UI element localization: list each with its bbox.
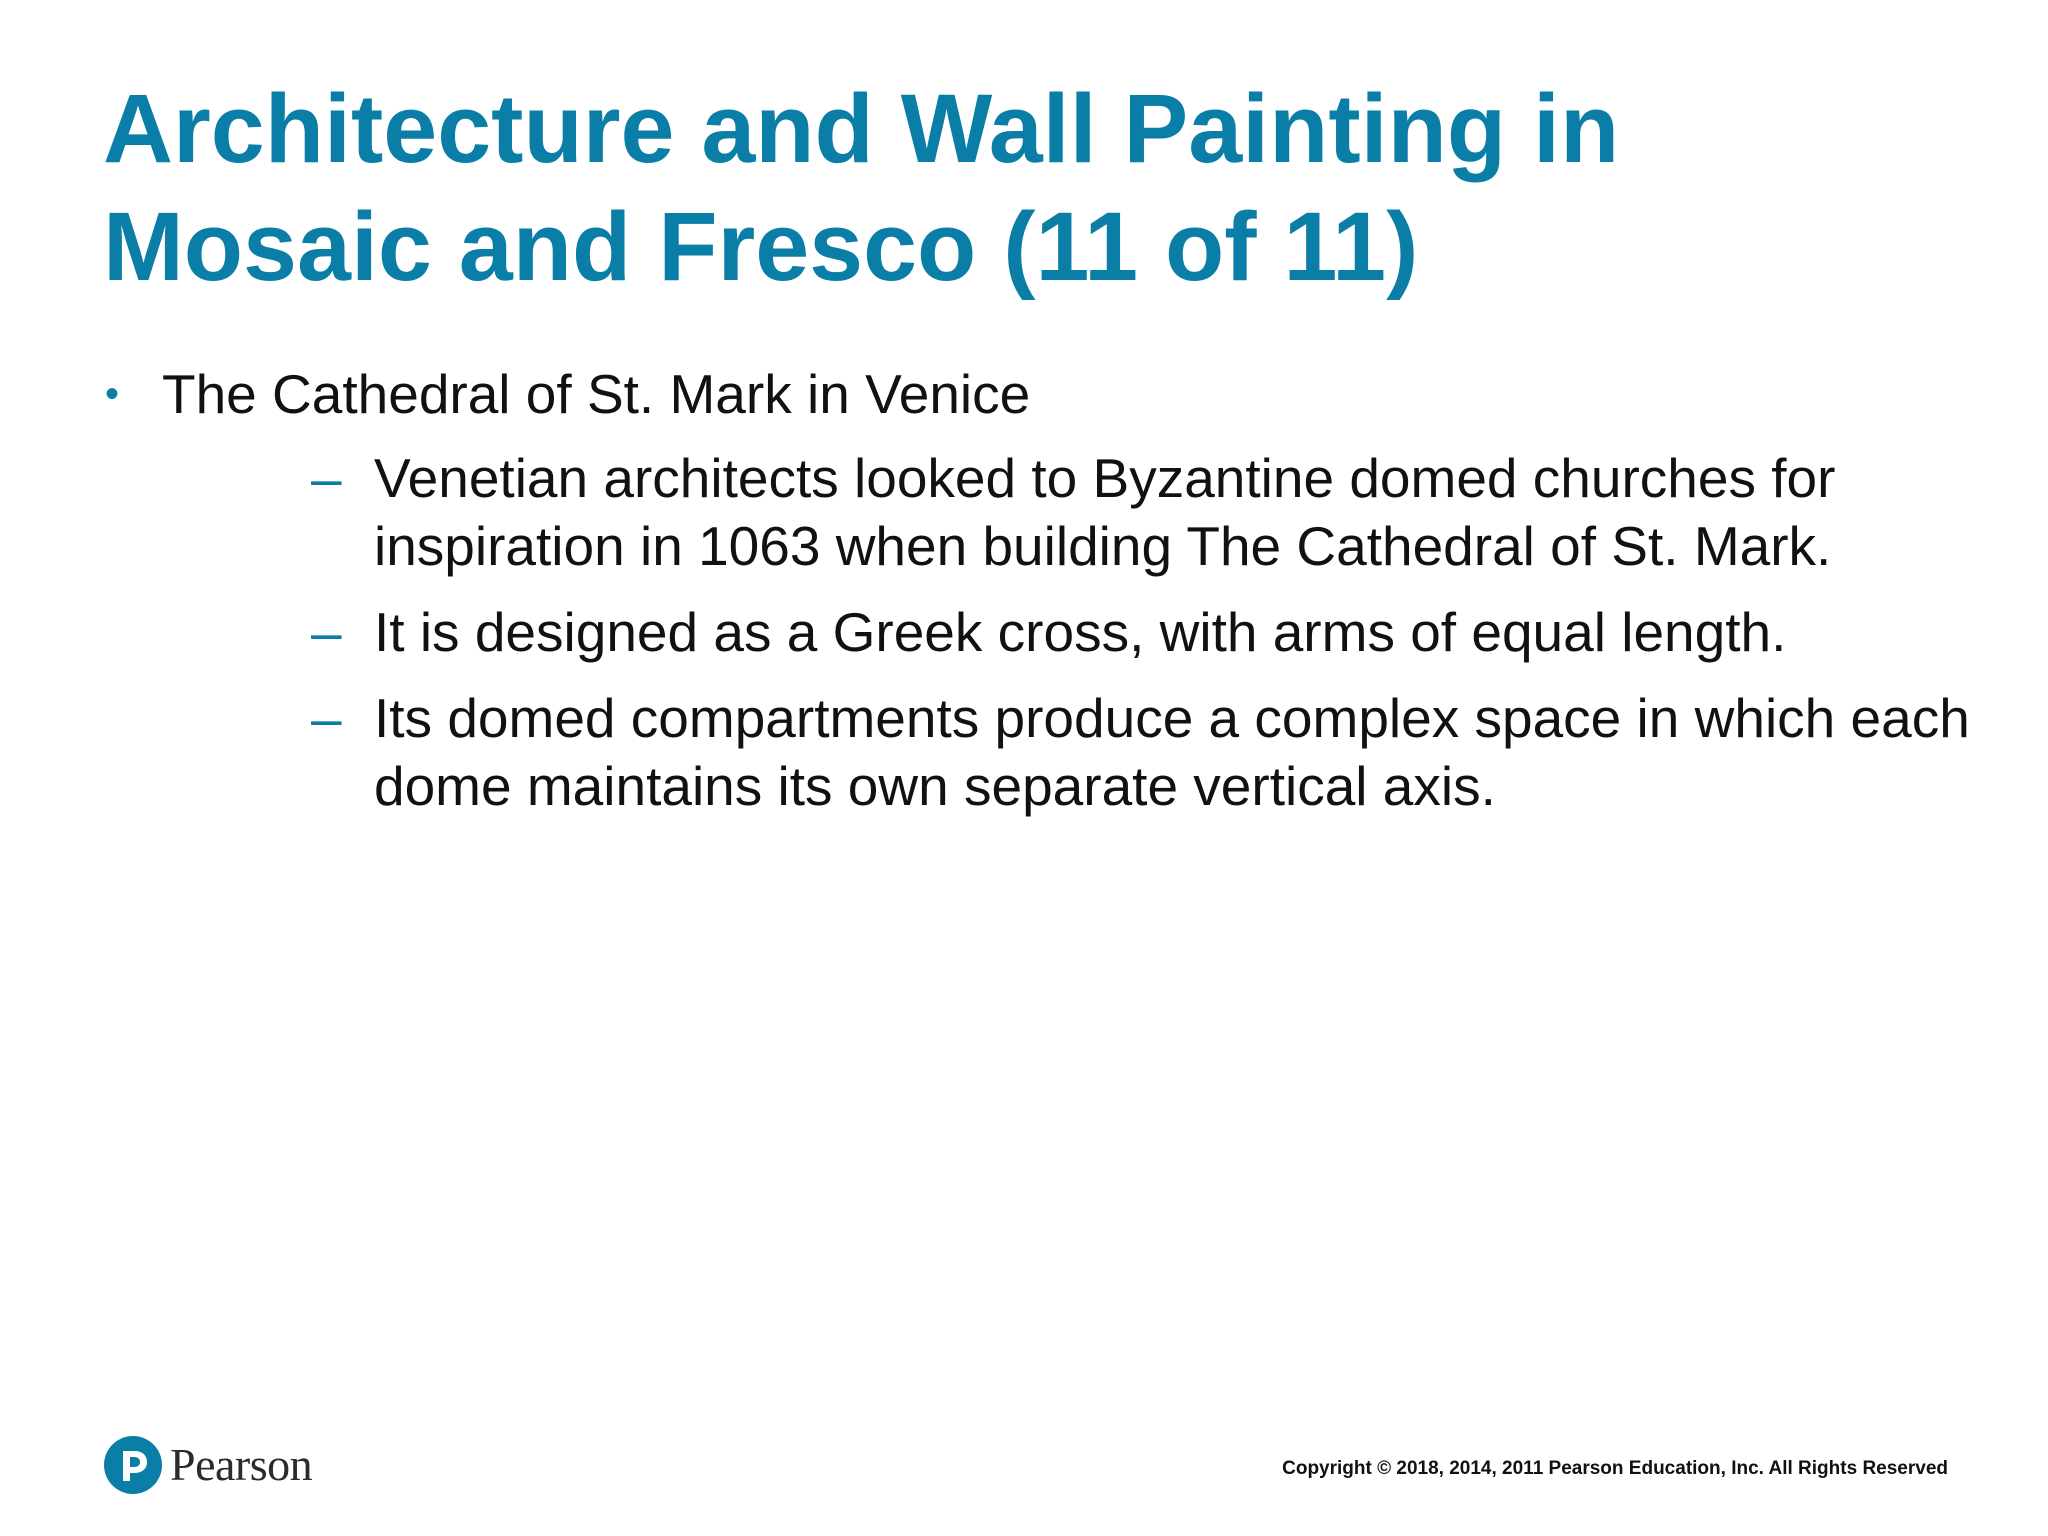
- dash-marker: –: [311, 601, 342, 663]
- bullet-text: The Cathedral of St. Mark in Venice: [162, 363, 1031, 425]
- pearson-logo-text: Pearson: [170, 1439, 313, 1490]
- pearson-logo: [103, 1432, 312, 1498]
- slide-content: [103, 360, 1983, 838]
- slide-title: [103, 70, 1943, 306]
- sub-bullet-line: dome maintains its own separate vertical axis.: [374, 755, 1496, 817]
- dash-marker: –: [311, 447, 342, 509]
- sub-bullet-item: [271, 598, 1983, 666]
- bullet-item: [103, 360, 1983, 428]
- sub-bullet-line: inspiration in 1063 when building The Cathedral of St. Mark.: [374, 515, 1832, 577]
- slide-footer: [0, 1420, 2048, 1510]
- sub-bullet-list: [103, 444, 1983, 820]
- bullet-marker: •: [105, 372, 120, 416]
- copyright-notice: Copyright © 2018, 2014, 2011 Pearson Education, Inc. All Rights Reserved: [1282, 1458, 1948, 1479]
- slide-title-line-1: Architecture and Wall Painting in: [103, 74, 1620, 183]
- sub-bullet-line: Its domed compartments produce a complex space in which each: [374, 687, 1970, 749]
- slide-title-line-2: Mosaic and Fresco (11 of 11): [103, 192, 1419, 301]
- sub-bullet-item: [271, 684, 1983, 820]
- pearson-logo-icon: [103, 1435, 163, 1495]
- sub-bullet-line: It is designed as a Greek cross, with arms of equal length.: [374, 601, 1787, 663]
- sub-bullet-line: Venetian architects looked to Byzantine domed churches for: [374, 447, 1836, 509]
- dash-marker: –: [311, 687, 342, 749]
- sub-bullet-item: [271, 444, 1983, 580]
